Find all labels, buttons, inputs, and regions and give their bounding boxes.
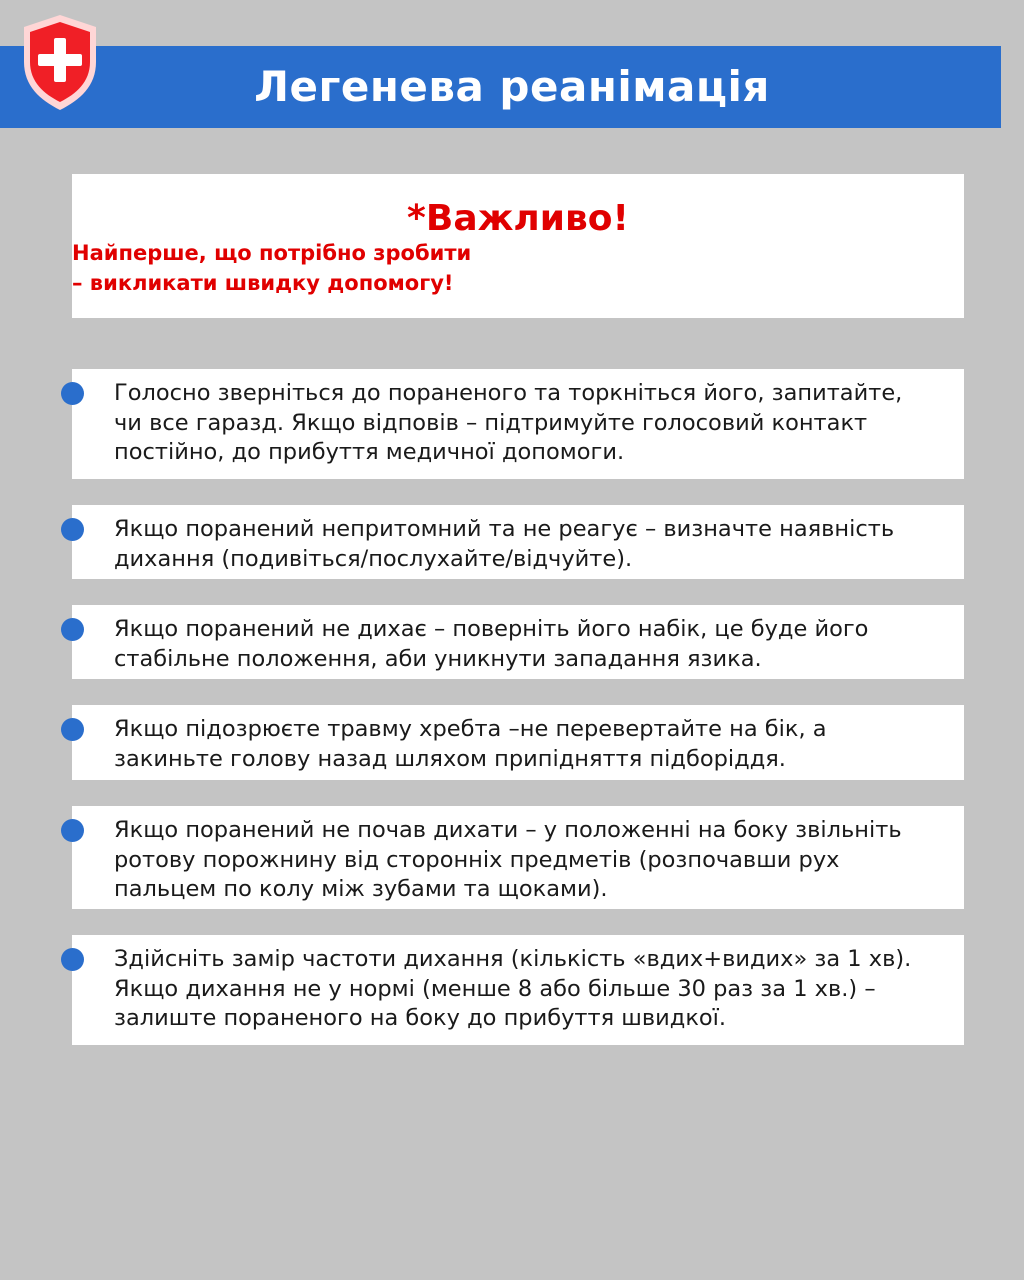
- important-line-1: Найперше, що потрібно зробити: [72, 241, 472, 265]
- bullet-icon: [61, 718, 84, 741]
- step-card-5: [72, 806, 964, 909]
- bullet-icon: [61, 948, 84, 971]
- step-text: Якщо підозрюєте травму хребта –не перевертайте на бік, а закиньте голову назад шляхом припідняття підборіддя.: [114, 716, 827, 772]
- important-title: *Важливо!: [407, 198, 629, 239]
- bullet-icon: [61, 819, 84, 842]
- bullet-icon: [61, 618, 84, 641]
- step-card-6: [72, 935, 964, 1045]
- step-card-2: [72, 505, 964, 579]
- bullet-icon: [61, 382, 84, 405]
- step-text: Якщо поранений не дихає – поверніть його набік, це буде його стабільне положення, аби уникнути западання язика.: [114, 616, 869, 672]
- step-text: Голосно зверніться до пораненого та торкніться його, запитайте, чи все гаразд. Якщо відповів – підтримуйте голосовий контакт постійно, до прибуття медичної допомоги.: [114, 380, 903, 465]
- step-text: Здійсніть замір частоти дихання (кількість «вдих+видих» за 1 хв). Якщо дихання не у нормі (менше 8 або більше 30 раз за 1 хв.) – залиште пораненого на боку до прибуття швидкої.: [114, 946, 912, 1031]
- step-text: Якщо поранений не почав дихати – у положенні на боку звільніть ротову порожнину від сторонніх предметів (розпочавши рух пальцем по колу між зубами та щоками).: [114, 817, 902, 902]
- step-card-1: [72, 369, 964, 479]
- page-title: Легенева реанімація: [254, 62, 770, 111]
- bullet-icon: [61, 518, 84, 541]
- medical-cross-shield-icon: [20, 12, 100, 112]
- important-line-2: – викликати швидку допомогу!: [72, 271, 454, 295]
- step-card-4: [72, 705, 964, 780]
- step-card-3: [72, 605, 964, 679]
- step-text: Якщо поранений непритомний та не реагує – визначте наявність дихання (подивіться/послухайте/відчуйте).: [114, 516, 895, 572]
